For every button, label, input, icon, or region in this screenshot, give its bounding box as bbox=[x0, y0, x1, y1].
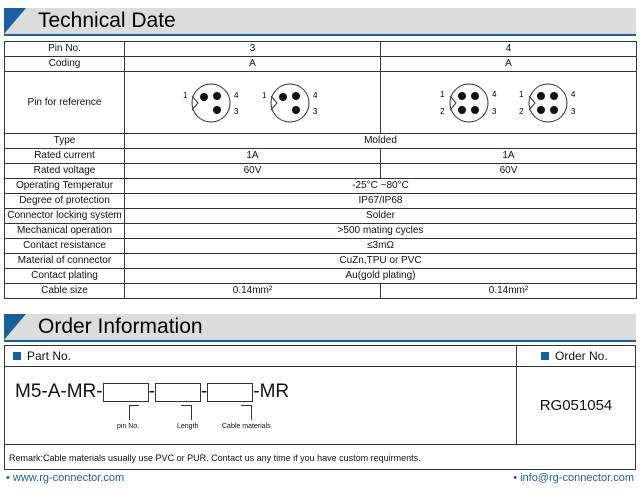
order-no-header bbox=[517, 346, 635, 367]
pin-figure-cell-3pin bbox=[125, 72, 381, 134]
leader-line bbox=[251, 405, 252, 420]
order-section-title: Order Information bbox=[38, 315, 203, 338]
order-no-header-label: Order No. bbox=[555, 349, 608, 363]
row-label: Contact plating bbox=[5, 269, 125, 284]
part-no-header-label: Part No. bbox=[27, 349, 72, 363]
order-info-box bbox=[4, 345, 636, 470]
pin-num: 2 bbox=[440, 106, 445, 116]
pn-dash: - bbox=[148, 381, 155, 402]
bullet-dot-icon: • bbox=[6, 472, 10, 484]
leader-line bbox=[241, 405, 251, 406]
leader-line bbox=[129, 405, 130, 420]
row-label: Pin No. bbox=[5, 42, 125, 57]
pin-layout-3pin-female-icon bbox=[260, 81, 324, 125]
cell-value: Au(gold plating) bbox=[125, 269, 637, 284]
section-wedge-icon bbox=[4, 8, 26, 34]
cell-value: 4 bbox=[381, 42, 637, 57]
row-label: Contact resistance bbox=[5, 239, 125, 254]
leader-line bbox=[181, 405, 191, 406]
row-label: Mechanical operation bbox=[5, 224, 125, 239]
order-section-header bbox=[4, 314, 636, 342]
pin-num: 4 bbox=[492, 89, 497, 99]
footer-website[interactable] bbox=[6, 472, 124, 484]
pin-num: 1 bbox=[183, 90, 188, 100]
row-label: Degree of protection bbox=[5, 194, 125, 209]
cell-value: 0.14mm² bbox=[381, 284, 637, 299]
cell-value: A bbox=[381, 57, 637, 72]
cell-value: 1A bbox=[125, 149, 381, 164]
pin-layout-4pin-male-icon bbox=[437, 81, 501, 125]
pin-num: 4 bbox=[234, 90, 239, 100]
table-row bbox=[5, 72, 637, 134]
pin-num: 4 bbox=[312, 90, 318, 100]
section-wedge-icon bbox=[4, 314, 26, 340]
table-row bbox=[5, 284, 637, 299]
cell-value: 60V bbox=[381, 164, 637, 179]
table-row bbox=[5, 194, 637, 209]
part-number-line bbox=[15, 381, 289, 403]
pin-layout-4pin-female-icon bbox=[516, 81, 580, 125]
cell-value: -25°C ~80°C bbox=[125, 179, 637, 194]
pn-suffix: -MR bbox=[253, 381, 290, 402]
order-number-value: RG051054 bbox=[517, 367, 635, 445]
row-label: Rated voltage bbox=[5, 164, 125, 179]
length-input-box bbox=[155, 383, 201, 402]
table-row bbox=[5, 42, 637, 57]
cell-value: IP67/IP68 bbox=[125, 194, 637, 209]
cable-materials-label: Cable materials bbox=[222, 423, 271, 430]
row-label: Connector locking system bbox=[5, 209, 125, 224]
table-row bbox=[5, 209, 637, 224]
remark-text: Remark:Cable materials usually use PVC or PUR. Contact us any time if you have custom requirments. bbox=[9, 453, 421, 463]
cell-value: CuZn,TPU or PVC bbox=[125, 254, 637, 269]
pin-num: 1 bbox=[518, 89, 524, 99]
table-row bbox=[5, 269, 637, 284]
cell-value: A bbox=[125, 57, 381, 72]
row-label: Type bbox=[5, 134, 125, 149]
pin-num: 4 bbox=[570, 89, 576, 99]
pin-num: 3 bbox=[234, 106, 239, 116]
leader-line bbox=[191, 405, 192, 420]
technical-spec-table bbox=[4, 41, 637, 299]
cell-value: 1A bbox=[381, 149, 637, 164]
table-row bbox=[5, 57, 637, 72]
pin-num: 1 bbox=[261, 90, 267, 100]
pin-no-label: pin No. bbox=[117, 423, 140, 430]
row-label: Pin for reference bbox=[5, 72, 125, 134]
email-link[interactable]: info@rg-connector.com bbox=[520, 472, 634, 484]
pin-num: 2 bbox=[518, 106, 524, 116]
footer-email[interactable] bbox=[513, 472, 634, 484]
row-label: Coding bbox=[5, 57, 125, 72]
table-row bbox=[5, 179, 637, 194]
technical-section-title: Technical Date bbox=[38, 9, 176, 32]
row-label: Rated current bbox=[5, 149, 125, 164]
length-label: Length bbox=[177, 423, 199, 430]
cell-value: 3 bbox=[125, 42, 381, 57]
cell-value: 60V bbox=[125, 164, 381, 179]
table-row bbox=[5, 224, 637, 239]
leader-line bbox=[129, 405, 139, 406]
pin-num: 3 bbox=[570, 106, 576, 116]
row-label: Material of connector bbox=[5, 254, 125, 269]
pin-no-input-box bbox=[103, 383, 149, 402]
pin-figure-cell-4pin bbox=[381, 72, 637, 134]
technical-section-header bbox=[4, 8, 636, 36]
cell-value: Solder bbox=[125, 209, 637, 224]
pin-num: 3 bbox=[312, 106, 318, 116]
table-row bbox=[5, 239, 637, 254]
bullet-square-icon bbox=[13, 352, 21, 360]
cell-value: Molded bbox=[125, 134, 637, 149]
cell-value: 0.14mm² bbox=[125, 284, 381, 299]
part-number-builder bbox=[5, 367, 517, 445]
cable-material-input-box bbox=[207, 383, 253, 402]
cell-value: ≤3mΩ bbox=[125, 239, 637, 254]
pin-num: 3 bbox=[492, 106, 497, 116]
pn-prefix: M5-A-MR- bbox=[15, 381, 103, 402]
bullet-dot-icon: • bbox=[513, 472, 518, 484]
table-row bbox=[5, 254, 637, 269]
cell-value: >500 mating cycles bbox=[125, 224, 637, 239]
bullet-square-icon bbox=[541, 352, 549, 360]
table-row bbox=[5, 164, 637, 179]
table-row bbox=[5, 149, 637, 164]
table-row bbox=[5, 134, 637, 149]
part-no-header bbox=[5, 346, 517, 367]
row-label: Operating Temperatur bbox=[5, 179, 125, 194]
pin-num: 1 bbox=[440, 89, 445, 99]
row-label: Cable size bbox=[5, 284, 125, 299]
pn-dash: - bbox=[200, 381, 208, 402]
website-link[interactable]: www.rg-connector.com bbox=[12, 472, 125, 484]
pin-layout-3pin-male-icon bbox=[181, 81, 245, 125]
